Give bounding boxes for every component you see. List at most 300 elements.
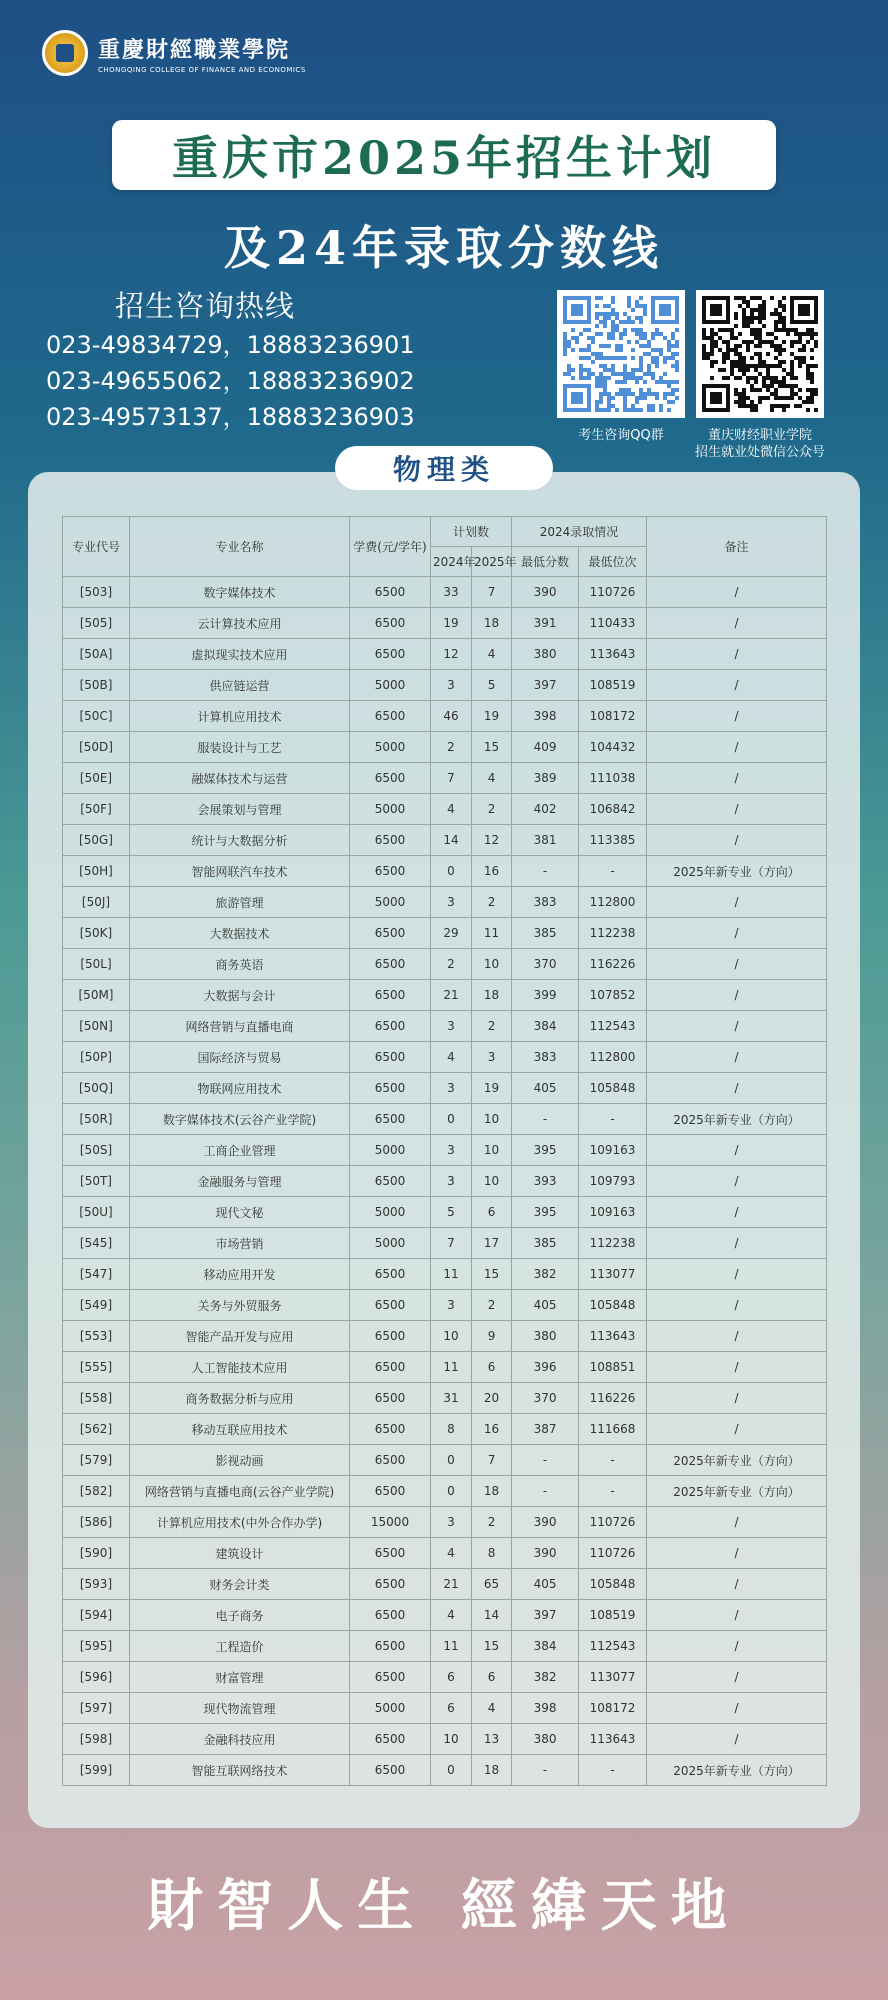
table-row: [63, 1290, 827, 1321]
table-row: [63, 825, 827, 856]
plan-2025-cell: 15: [472, 732, 512, 763]
table-row: [63, 1321, 827, 1352]
plan-2025-cell: 4: [472, 1693, 512, 1724]
name-cell: 供应链运营: [130, 670, 350, 701]
name-cell: 云计算技术应用: [130, 608, 350, 639]
note-cell: /: [647, 1352, 827, 1383]
name-cell: 人工智能技术应用: [130, 1352, 350, 1383]
table-row: [63, 1104, 827, 1135]
plan-2025-cell: 14: [472, 1600, 512, 1631]
fee-cell: 6500: [350, 1383, 431, 1414]
min-score-cell: 398: [512, 1693, 579, 1724]
plan-2025-cell: 3: [472, 1042, 512, 1073]
qq-group-qr-icon: [557, 290, 685, 418]
fee-cell: 6500: [350, 1352, 431, 1383]
plan-2024-cell: 3: [431, 1290, 472, 1321]
min-score-cell: 382: [512, 1259, 579, 1290]
table-row: [63, 856, 827, 887]
fee-cell: 5000: [350, 1197, 431, 1228]
min-rank-cell: 113385: [579, 825, 647, 856]
table-row: [63, 1476, 827, 1507]
plan-2024-cell: 46: [431, 701, 472, 732]
code-cell: [50D]: [63, 732, 130, 763]
name-cell: 服装设计与工艺: [130, 732, 350, 763]
table-row: [63, 577, 827, 608]
category-badge: 物理类: [335, 446, 553, 490]
note-cell: /: [647, 732, 827, 763]
min-rank-cell: 110433: [579, 608, 647, 639]
plan-2024-cell: 2: [431, 949, 472, 980]
min-rank-cell: 112238: [579, 1228, 647, 1259]
name-cell: 大数据与会计: [130, 980, 350, 1011]
min-score-cell: 387: [512, 1414, 579, 1445]
code-cell: [555]: [63, 1352, 130, 1383]
note-cell: /: [647, 1042, 827, 1073]
plan-2024-cell: 4: [431, 794, 472, 825]
plan-2025-cell: 7: [472, 577, 512, 608]
plan-2024-cell: 11: [431, 1259, 472, 1290]
college-name-en: CHONGQING COLLEGE OF FINANCE AND ECONOMICS: [98, 65, 306, 74]
fee-cell: 6500: [350, 980, 431, 1011]
min-score-cell: 389: [512, 763, 579, 794]
plan-2025-cell: 15: [472, 1631, 512, 1662]
min-score-cell: 380: [512, 639, 579, 670]
min-rank-cell: 107852: [579, 980, 647, 1011]
min-rank-cell: 104432: [579, 732, 647, 763]
note-cell: /: [647, 701, 827, 732]
hotline-phones: [46, 327, 415, 435]
header-code: 专业代号: [63, 517, 130, 577]
min-score-cell: -: [512, 1445, 579, 1476]
fee-cell: 6500: [350, 1321, 431, 1352]
plan-2025-cell: 16: [472, 856, 512, 887]
table-row: [63, 1662, 827, 1693]
plan-2025-cell: 12: [472, 825, 512, 856]
name-cell: 财富管理: [130, 1662, 350, 1693]
table-row: [63, 1166, 827, 1197]
min-score-cell: 370: [512, 1383, 579, 1414]
name-cell: 电子商务: [130, 1600, 350, 1631]
slogan: 財智人生 經緯天地: [147, 1873, 741, 1939]
fee-cell: 6500: [350, 763, 431, 794]
note-cell: /: [647, 918, 827, 949]
plan-2024-cell: 10: [431, 1321, 472, 1352]
fee-cell: 5000: [350, 732, 431, 763]
table-row: [63, 1011, 827, 1042]
code-cell: [562]: [63, 1414, 130, 1445]
min-score-cell: 390: [512, 577, 579, 608]
min-score-cell: 395: [512, 1135, 579, 1166]
note-cell: 2025年新专业（方向）: [647, 856, 827, 887]
name-cell: 融媒体技术与运营: [130, 763, 350, 794]
code-cell: [505]: [63, 608, 130, 639]
note-cell: /: [647, 1228, 827, 1259]
plan-2024-cell: 10: [431, 1724, 472, 1755]
note-cell: 2025年新专业（方向）: [647, 1755, 827, 1786]
table-row: [63, 1383, 827, 1414]
plan-2024-cell: 0: [431, 1104, 472, 1135]
min-rank-cell: 108172: [579, 1693, 647, 1724]
wechat-qr-label: 董庆财经职业学院 招生就业处微信公众号: [694, 428, 825, 460]
plan-2024-cell: 8: [431, 1414, 472, 1445]
name-cell: 旅游管理: [130, 887, 350, 918]
hotline-title: 招生咨询热线: [115, 289, 296, 323]
min-rank-cell: -: [579, 1445, 647, 1476]
code-cell: [545]: [63, 1228, 130, 1259]
plan-2025-cell: 11: [472, 918, 512, 949]
code-cell: [50N]: [63, 1011, 130, 1042]
min-rank-cell: 116226: [579, 1383, 647, 1414]
name-cell: 工商企业管理: [130, 1135, 350, 1166]
page-title: 重庆市2025年招生计划: [171, 131, 717, 185]
name-cell: 智能网联汽车技术: [130, 856, 350, 887]
plan-2024-cell: 4: [431, 1600, 472, 1631]
code-cell: [50R]: [63, 1104, 130, 1135]
code-cell: [595]: [63, 1631, 130, 1662]
min-rank-cell: -: [579, 856, 647, 887]
note-cell: /: [647, 1631, 827, 1662]
table-row: [63, 1507, 827, 1538]
code-cell: [50L]: [63, 949, 130, 980]
min-rank-cell: 109793: [579, 1166, 647, 1197]
note-cell: /: [647, 1011, 827, 1042]
plan-2025-cell: 18: [472, 608, 512, 639]
min-rank-cell: 111668: [579, 1414, 647, 1445]
plan-2024-cell: 12: [431, 639, 472, 670]
plan-2025-cell: 15: [472, 1259, 512, 1290]
wechat-account-qr-icon: [696, 290, 824, 418]
note-cell: /: [647, 1321, 827, 1352]
fee-cell: 6500: [350, 1569, 431, 1600]
min-rank-cell: -: [579, 1476, 647, 1507]
code-cell: [597]: [63, 1693, 130, 1724]
code-cell: [549]: [63, 1290, 130, 1321]
table-row: [63, 1197, 827, 1228]
plan-2024-cell: 3: [431, 1166, 472, 1197]
header-min-score: 最低分数: [512, 547, 579, 577]
table-row: [63, 1755, 827, 1786]
fee-cell: 6500: [350, 918, 431, 949]
note-cell: /: [647, 1414, 827, 1445]
name-cell: 智能互联网络技术: [130, 1755, 350, 1786]
plan-2025-cell: 9: [472, 1321, 512, 1352]
table-row: [63, 732, 827, 763]
table-row: [63, 1631, 827, 1662]
min-rank-cell: 112238: [579, 918, 647, 949]
name-cell: 建筑设计: [130, 1538, 350, 1569]
note-cell: /: [647, 1073, 827, 1104]
plan-2025-cell: 10: [472, 1166, 512, 1197]
plan-2024-cell: 6: [431, 1662, 472, 1693]
min-rank-cell: 108172: [579, 701, 647, 732]
plan-2025-cell: 4: [472, 763, 512, 794]
code-cell: [50Q]: [63, 1073, 130, 1104]
min-rank-cell: 108519: [579, 1600, 647, 1631]
min-score-cell: 390: [512, 1507, 579, 1538]
name-cell: 工程造价: [130, 1631, 350, 1662]
plan-2024-cell: 2: [431, 732, 472, 763]
table-row: [63, 639, 827, 670]
plan-2025-cell: 16: [472, 1414, 512, 1445]
code-cell: [50C]: [63, 701, 130, 732]
fee-cell: 6500: [350, 1104, 431, 1135]
fee-cell: 5000: [350, 1228, 431, 1259]
fee-cell: 6500: [350, 1042, 431, 1073]
plan-2025-cell: 4: [472, 639, 512, 670]
name-cell: 移动应用开发: [130, 1259, 350, 1290]
plan-2024-cell: 29: [431, 918, 472, 949]
phone-line: 023-49573137，18883236903: [46, 403, 415, 431]
name-cell: 现代物流管理: [130, 1693, 350, 1724]
plan-2025-cell: 19: [472, 1073, 512, 1104]
plan-2024-cell: 4: [431, 1042, 472, 1073]
min-rank-cell: 116226: [579, 949, 647, 980]
plan-2024-cell: 6: [431, 1693, 472, 1724]
name-cell: 现代文秘: [130, 1197, 350, 1228]
min-rank-cell: 113077: [579, 1662, 647, 1693]
note-cell: /: [647, 670, 827, 701]
min-score-cell: 384: [512, 1631, 579, 1662]
min-score-cell: 380: [512, 1724, 579, 1755]
min-rank-cell: 109163: [579, 1197, 647, 1228]
min-score-cell: 382: [512, 1662, 579, 1693]
fee-cell: 5000: [350, 1135, 431, 1166]
min-score-cell: 409: [512, 732, 579, 763]
min-score-cell: 383: [512, 887, 579, 918]
fee-cell: 5000: [350, 670, 431, 701]
plan-2025-cell: 7: [472, 1445, 512, 1476]
plan-2024-cell: 0: [431, 1445, 472, 1476]
fee-cell: 6500: [350, 1073, 431, 1104]
name-cell: 财务会计类: [130, 1569, 350, 1600]
code-cell: [50U]: [63, 1197, 130, 1228]
fee-cell: 6500: [350, 825, 431, 856]
plan-2025-cell: 10: [472, 1104, 512, 1135]
header-admission: 2024录取情况: [512, 517, 647, 547]
plan-2024-cell: 14: [431, 825, 472, 856]
min-score-cell: -: [512, 1104, 579, 1135]
min-score-cell: -: [512, 1476, 579, 1507]
code-cell: [586]: [63, 1507, 130, 1538]
min-score-cell: 399: [512, 980, 579, 1011]
table-row: [63, 1445, 827, 1476]
code-cell: [596]: [63, 1662, 130, 1693]
plan-2024-cell: 3: [431, 1073, 472, 1104]
name-cell: 国际经济与贸易: [130, 1042, 350, 1073]
table-row: [63, 1693, 827, 1724]
min-rank-cell: 113077: [579, 1259, 647, 1290]
plan-2024-cell: 3: [431, 1011, 472, 1042]
header-min-rank: 最低位次: [579, 547, 647, 577]
name-cell: 物联网应用技术: [130, 1073, 350, 1104]
plan-2024-cell: 21: [431, 1569, 472, 1600]
table-row: [63, 1538, 827, 1569]
code-cell: [50J]: [63, 887, 130, 918]
phone-line: 023-49834729，18883236901: [46, 331, 415, 359]
qq-qr-label: 考生咨询QQ群: [578, 428, 664, 443]
note-cell: 2025年新专业（方向）: [647, 1445, 827, 1476]
note-cell: /: [647, 1693, 827, 1724]
min-rank-cell: 113643: [579, 1724, 647, 1755]
min-score-cell: 390: [512, 1538, 579, 1569]
min-score-cell: 395: [512, 1197, 579, 1228]
min-rank-cell: 106842: [579, 794, 647, 825]
fee-cell: 6500: [350, 1259, 431, 1290]
min-score-cell: 393: [512, 1166, 579, 1197]
min-score-cell: 383: [512, 1042, 579, 1073]
table-row: [63, 1414, 827, 1445]
code-cell: [582]: [63, 1476, 130, 1507]
min-rank-cell: 105848: [579, 1290, 647, 1321]
note-cell: 2025年新专业（方向）: [647, 1104, 827, 1135]
min-score-cell: 380: [512, 1321, 579, 1352]
note-cell: /: [647, 1507, 827, 1538]
plan-2025-cell: 18: [472, 980, 512, 1011]
code-cell: [594]: [63, 1600, 130, 1631]
plan-2025-cell: 6: [472, 1662, 512, 1693]
note-cell: /: [647, 1600, 827, 1631]
note-cell: /: [647, 1290, 827, 1321]
note-cell: /: [647, 608, 827, 639]
plan-2024-cell: 7: [431, 1228, 472, 1259]
min-score-cell: 405: [512, 1569, 579, 1600]
plan-2025-cell: 18: [472, 1476, 512, 1507]
fee-cell: 6500: [350, 1011, 431, 1042]
page-subtitle: 及24年录取分数线: [223, 221, 664, 275]
note-cell: /: [647, 1569, 827, 1600]
table-row: [63, 701, 827, 732]
header-plan: 计划数: [431, 517, 512, 547]
plan-2025-cell: 10: [472, 1135, 512, 1166]
min-score-cell: 398: [512, 701, 579, 732]
plan-2025-cell: 2: [472, 887, 512, 918]
table-row: [63, 1259, 827, 1290]
fee-cell: 6500: [350, 639, 431, 670]
plan-2025-cell: 13: [472, 1724, 512, 1755]
name-cell: 大数据技术: [130, 918, 350, 949]
min-score-cell: 381: [512, 825, 579, 856]
min-rank-cell: 110726: [579, 577, 647, 608]
min-score-cell: 385: [512, 1228, 579, 1259]
min-rank-cell: -: [579, 1104, 647, 1135]
code-cell: [50M]: [63, 980, 130, 1011]
code-cell: [590]: [63, 1538, 130, 1569]
fee-cell: 6500: [350, 1166, 431, 1197]
plan-2024-cell: 11: [431, 1631, 472, 1662]
plan-2025-cell: 19: [472, 701, 512, 732]
min-rank-cell: 109163: [579, 1135, 647, 1166]
fee-cell: 6500: [350, 1755, 431, 1786]
table-row: [63, 794, 827, 825]
header-note: 备注: [647, 517, 827, 577]
plan-2025-cell: 6: [472, 1197, 512, 1228]
min-rank-cell: 112543: [579, 1631, 647, 1662]
code-cell: [598]: [63, 1724, 130, 1755]
name-cell: 计算机应用技术: [130, 701, 350, 732]
name-cell: 市场营销: [130, 1228, 350, 1259]
name-cell: 虚拟现实技术应用: [130, 639, 350, 670]
note-cell: /: [647, 763, 827, 794]
fee-cell: 6500: [350, 1600, 431, 1631]
name-cell: 数字媒体技术: [130, 577, 350, 608]
plan-2024-cell: 3: [431, 1135, 472, 1166]
note-cell: /: [647, 577, 827, 608]
fee-cell: 5000: [350, 794, 431, 825]
table-row: [63, 949, 827, 980]
table-row: [63, 763, 827, 794]
min-rank-cell: 110726: [579, 1507, 647, 1538]
name-cell: 商务数据分析与应用: [130, 1383, 350, 1414]
note-cell: 2025年新专业（方向）: [647, 1476, 827, 1507]
plan-2025-cell: 2: [472, 1011, 512, 1042]
fee-cell: 6500: [350, 701, 431, 732]
min-score-cell: 397: [512, 1600, 579, 1631]
college-logo: [42, 30, 306, 76]
fee-cell: 6500: [350, 1445, 431, 1476]
fee-cell: 6500: [350, 1538, 431, 1569]
note-cell: /: [647, 1662, 827, 1693]
name-cell: 网络营销与直播电商(云谷产业学院): [130, 1476, 350, 1507]
fee-cell: 6500: [350, 1662, 431, 1693]
code-cell: [593]: [63, 1569, 130, 1600]
plan-2025-cell: 17: [472, 1228, 512, 1259]
min-score-cell: 370: [512, 949, 579, 980]
min-score-cell: 384: [512, 1011, 579, 1042]
note-cell: /: [647, 1166, 827, 1197]
code-cell: [50T]: [63, 1166, 130, 1197]
min-rank-cell: 112800: [579, 1042, 647, 1073]
fee-cell: 6500: [350, 1414, 431, 1445]
name-cell: 数字媒体技术(云谷产业学院): [130, 1104, 350, 1135]
name-cell: 移动互联应用技术: [130, 1414, 350, 1445]
fee-cell: 6500: [350, 1290, 431, 1321]
code-cell: [50K]: [63, 918, 130, 949]
code-cell: [50H]: [63, 856, 130, 887]
table-row: [63, 1724, 827, 1755]
plan-2024-cell: 21: [431, 980, 472, 1011]
header-plan-2024: 2024年: [431, 547, 472, 577]
name-cell: 网络营销与直播电商: [130, 1011, 350, 1042]
plan-2024-cell: 4: [431, 1538, 472, 1569]
note-cell: /: [647, 1197, 827, 1228]
plan-2025-cell: 20: [472, 1383, 512, 1414]
plan-2025-cell: 65: [472, 1569, 512, 1600]
min-score-cell: 391: [512, 608, 579, 639]
plan-2025-cell: 8: [472, 1538, 512, 1569]
plan-2024-cell: 7: [431, 763, 472, 794]
min-rank-cell: 108519: [579, 670, 647, 701]
min-rank-cell: 113643: [579, 1321, 647, 1352]
min-rank-cell: 110726: [579, 1538, 647, 1569]
plan-2024-cell: 5: [431, 1197, 472, 1228]
min-rank-cell: 113643: [579, 639, 647, 670]
plan-2024-cell: 0: [431, 1755, 472, 1786]
fee-cell: 6500: [350, 1476, 431, 1507]
table-row: [63, 1135, 827, 1166]
plan-2024-cell: 3: [431, 670, 472, 701]
table-row: [63, 918, 827, 949]
plan-2024-cell: 0: [431, 856, 472, 887]
plan-2024-cell: 0: [431, 1476, 472, 1507]
code-cell: [50B]: [63, 670, 130, 701]
code-cell: [50G]: [63, 825, 130, 856]
code-cell: [503]: [63, 577, 130, 608]
code-cell: [579]: [63, 1445, 130, 1476]
plan-2024-cell: 11: [431, 1352, 472, 1383]
table-row: [63, 887, 827, 918]
name-cell: 会展策划与管理: [130, 794, 350, 825]
code-cell: [553]: [63, 1321, 130, 1352]
